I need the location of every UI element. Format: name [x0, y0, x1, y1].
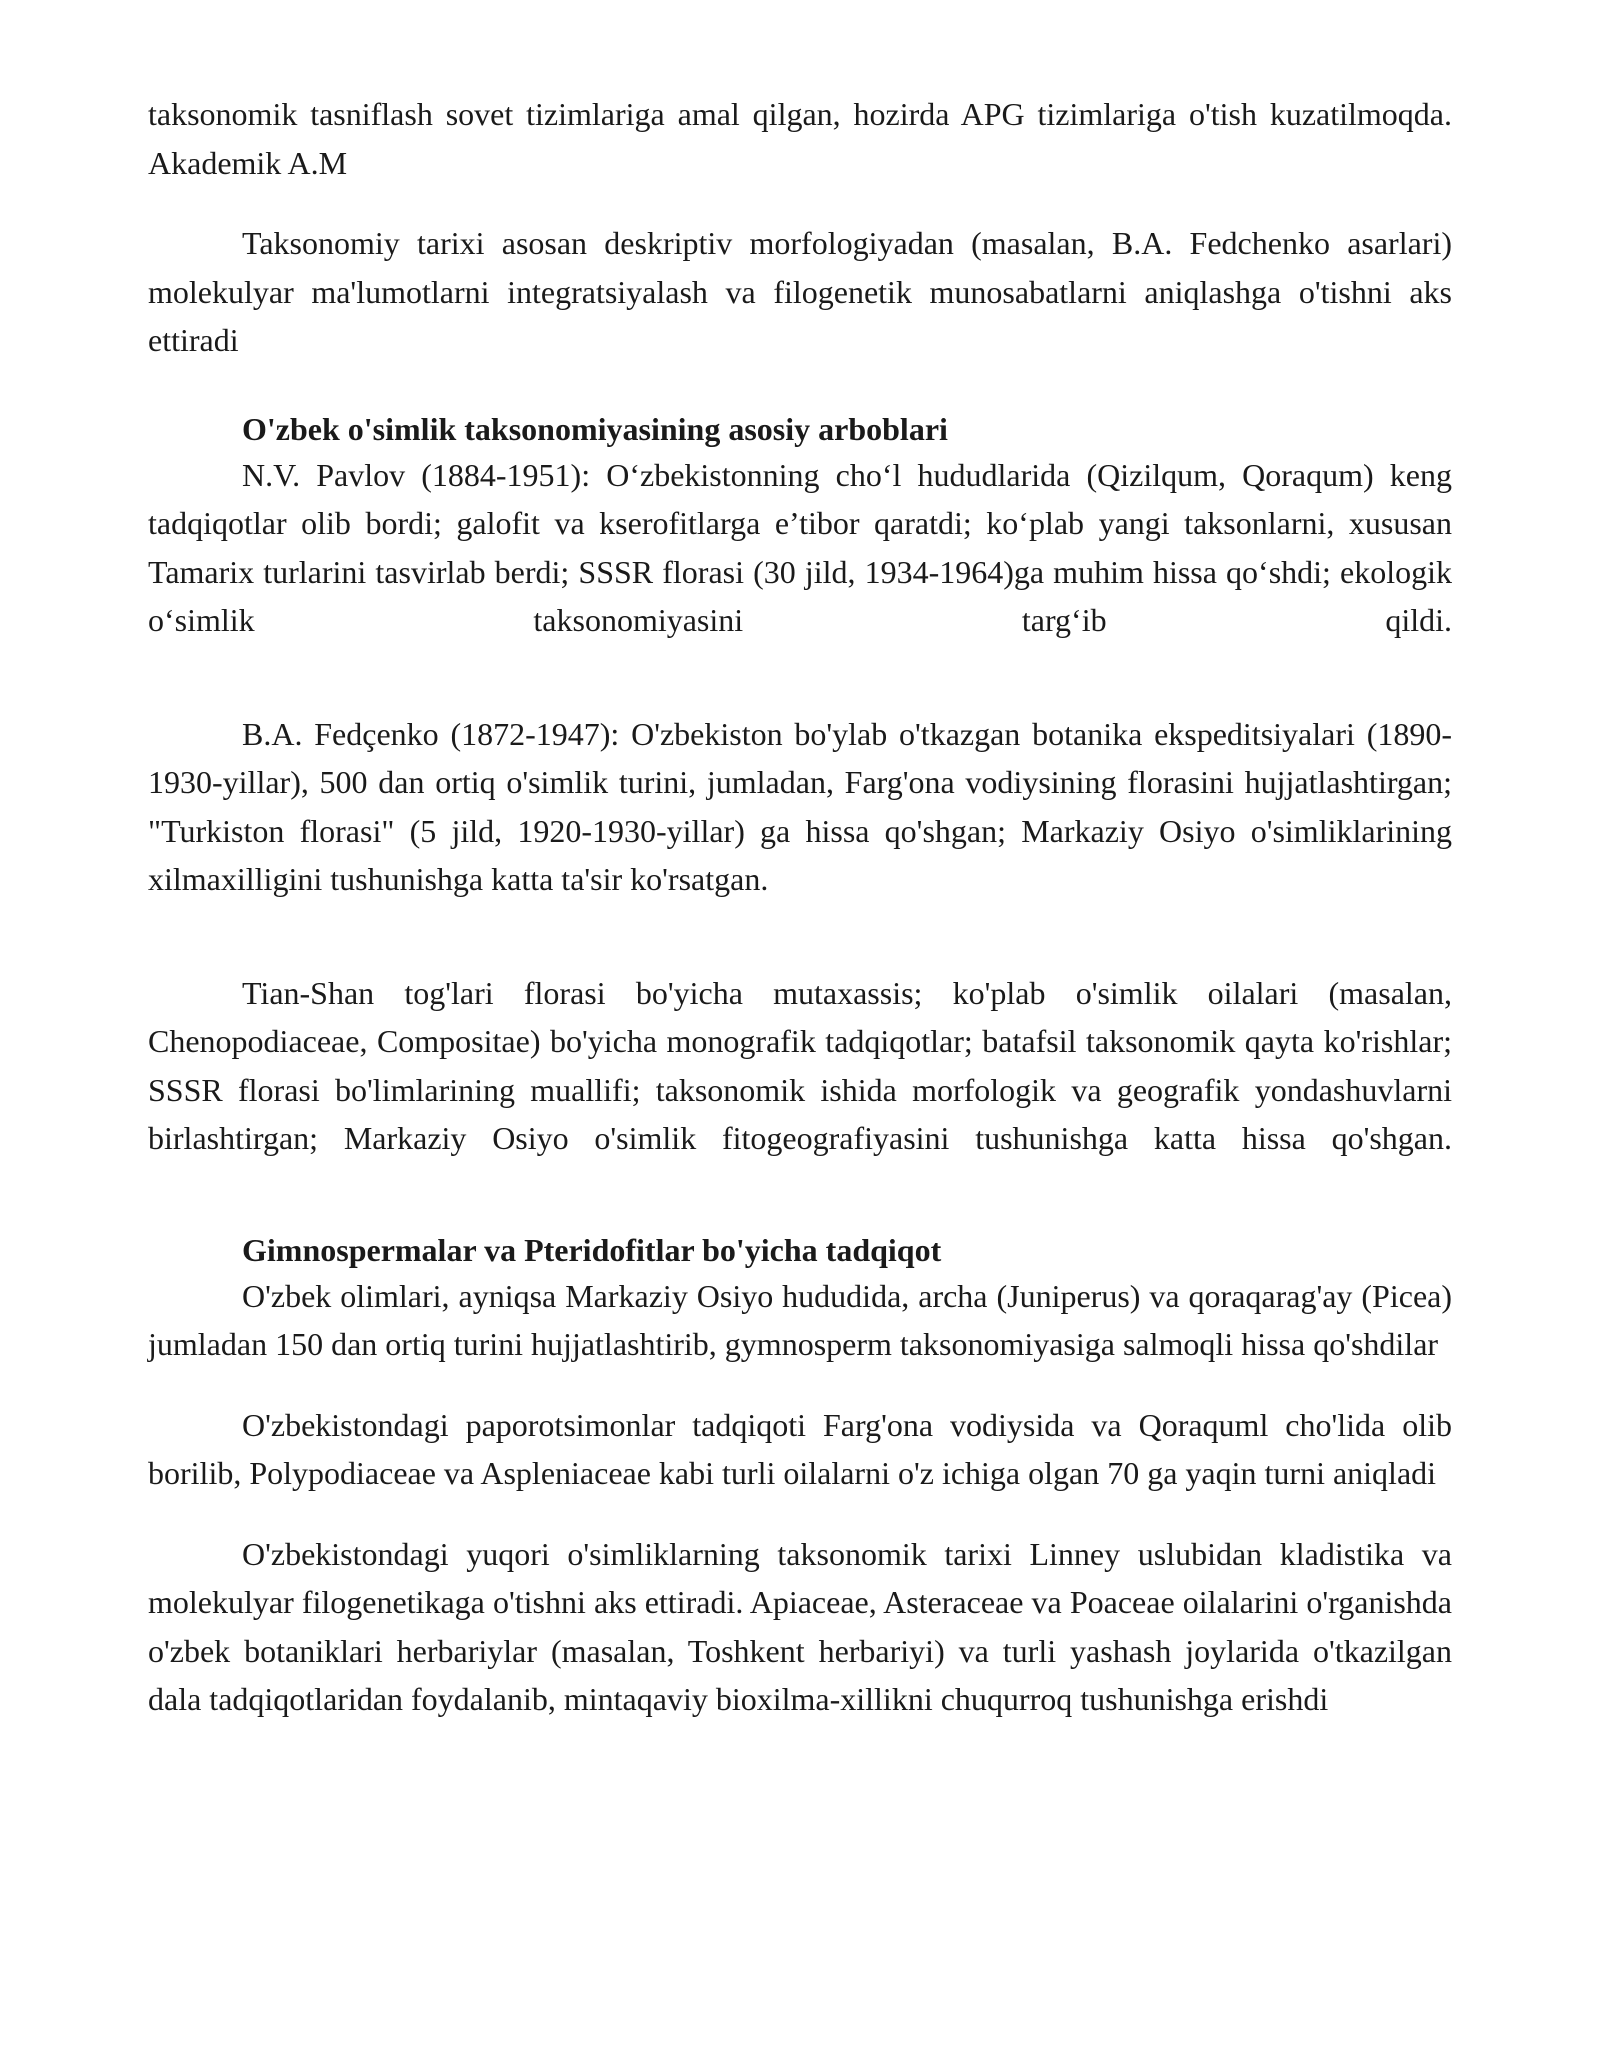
paragraph-fern-research: O'zbekistondagi paporotsimonlar tadqiqoti Farg'ona vodiysida va Qoraquml cho'lida olib borilib, Polypodiaceae va Aspleniaceae kabi turli oilalarni o'z ichiga olgan 70 ga yaqin turni aniqladi: [148, 1406, 1452, 1491]
section-heading-gymnosperms: Gimnospermalar va Pteridofitlar bo'yicha tadqiqot: [242, 1231, 942, 1268]
paragraph-taxonomy-history: Taksonomiy tarixi asosan deskriptiv morfologiyadan (masalan, B.A. Fedchenko asarlari) molekulyar ma'lumotlarni integratsiyalash va filogenetik munosabatlarni aniqlashga o'tishni aks ettiradi: [148, 225, 1452, 358]
spacer: [148, 365, 1452, 407]
spacer: [148, 1498, 1452, 1530]
paragraph-fedchenko: B.A. Fedçenko (1872-1947): O'zbekiston bo'ylab o'tkazgan botanika ekspeditsiyalari (1890-1930-yillar), 500 dan ortiq o'simlik turini, jumladan, Farg'ona vodiysining florasini hujjatlashtirgan; "Turkiston florasi" (5 jild, 1920-1930-yillar) ga hissa qo'shgan; Markaziy Osiyo o'simliklarining xilmaxilligini tushunishga katta ta'sir ko'rsatgan.: [148, 715, 1452, 897]
paragraph-pavlov: N.V. Pavlov (1884-1951): O‘zbekistonning cho‘l hududlarida (Qizilqum, Qoraqum) keng tadqiqotlar olib bordi; galofit va kserofitlarga e’tibor qaratdi; ko‘plab yangi taksonlarni, xususan Tamarix turlarini tasvirlab berdi; SSSR florasi (30 jild, 1934-1964)ga muhim hissa qo‘shdi; ekologik o‘simlik taksonomiyasini targ‘ib qildi.: [148, 456, 1452, 638]
spacer: [148, 1163, 1452, 1228]
spacer: [148, 187, 1452, 219]
paragraph-gymnosperm-research: O'zbek olimlari, ayniqsa Markaziy Osiyo hududida, archa (Juniperus) va qoraqarag'ay (Picea) jumladan 150 dan ortiq turini hujjatlashtirib, gymnosperm taksonomiyasiga salmoqli hissa qo'shdilar: [148, 1277, 1452, 1362]
section-heading-key-figures: O'zbek o'simlik taksonomiyasining asosiy arboblari: [242, 410, 948, 447]
paragraph-apg-transition: taksonomik tasniflash sovet tizimlariga amal qilgan, hozirda APG tizimlariga o'tish kuzatilmoqda. Akademik A.M: [148, 96, 1452, 181]
paragraph-tian-shan-specialist: Tian-Shan tog'lari florasi bo'yicha mutaxassis; ko'plab o'simlik oilalari (masalan, Chenopodiaceae, Compositae) bo'yicha monografik tadqiqotlar; batafsil taksonomik qayta ko'rishlar; SSSR florasi bo'limlarining muallifi; taksonomik ishida morfologik va geografik yondashuvlarni birlashtirgan; Markaziy Osiyo o'simlik fitogeografiyasini tushunishga katta hissa qo'shgan.: [148, 974, 1452, 1156]
spacer: [148, 904, 1452, 969]
document-body: [148, 90, 1452, 1724]
spacer: [148, 1369, 1452, 1401]
spacer: [148, 645, 1452, 710]
paragraph-higher-plants-history: O'zbekistondagi yuqori o'simliklarning taksonomik tarixi Linney uslubidan kladistika va molekulyar filogenetikaga o'tishni aks ettiradi. Apiaceae, Asteraceae va Poaceae oilalarini o'rganishda o'zbek botaniklari herbariylar (masalan, Toshkent herbariyi) va turli yashash joylarida o'tkazilgan dala tadqiqotlaridan foydalanib, mintaqaviy bioxilma-xillikni chuqurroq tushunishga erishdi: [148, 1535, 1452, 1717]
